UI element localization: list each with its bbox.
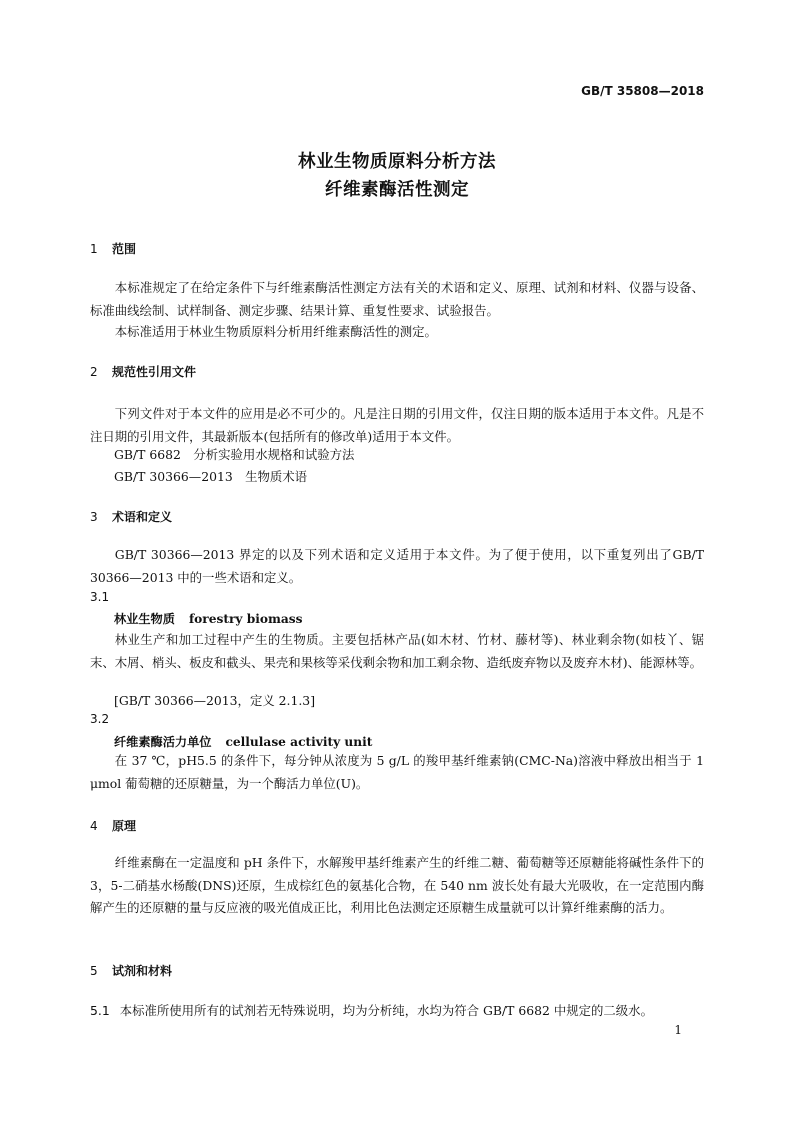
clause-text: 本标准所使用所有的试剂若无特殊说明，均为分析纯，水均为符合 GB/T 6682 中规定的二级水。: [119, 1003, 653, 1018]
term-3-1-definition: 林业生产和加工过程中产生的生物质。主要包括林产品(如木材、竹材、藤材等)、林业剩余物(如枝丫、锯末、木屑、梢头、板皮和截头、果壳和果核等采伐剩余物和加工剩余物、造纸废弃物以及废弃木材)、能源林等。: [90, 632, 704, 670]
document-title-line2: 纤维素酶活性测定: [325, 180, 469, 200]
term-3-1-heading: [114, 610, 303, 627]
section-3-paragraph-1: GB/T 30366—2013 界定的以及下列术语和定义适用于本文件。为了便于使用，以下重复列出了GB/T 30366—2013 中的一些术语和定义。: [90, 547, 704, 585]
term-3-1-source: [GB/T 30366—2013，定义 2.1.3]: [114, 693, 316, 708]
clause-5-1: [90, 1001, 704, 1019]
section-2-paragraph-1: 下列文件对于本文件的应用是必不可少的。凡是注日期的引用文件，仅注日期的版本适用于本文件。凡是不注日期的引用文件，其最新版本(包括所有的修改单)适用于本文件。: [90, 406, 704, 444]
section-title: 范围: [112, 242, 137, 256]
term-3-2-definition: 在 37 ℃，pH5.5 的条件下，每分钟从浓度为 5 g/L 的羧甲基纤维素钠(CMC-Na)溶液中释放出相当于 1 μmol 葡萄糖的还原糖量，为一个酶活力单位(U)。: [90, 753, 704, 791]
term-zh: 纤维素酶活力单位: [114, 735, 212, 749]
section-number: 4: [90, 819, 98, 833]
section-title: 试剂和材料: [112, 964, 173, 978]
section-number: 5: [90, 964, 98, 978]
section-4-paragraph-1: 纤维素酶在一定温度和 pH 条件下，水解羧甲基纤维素产生的纤维二糖、葡萄糖等还原糖能将碱性条件下的 3，5-二硝基水杨酸(DNS)还原，生成棕红色的氨基化合物，在 540 nm 波长处有最大光吸收，在一定范围内酶解产生的还原糖的量与反应液的吸光值成正比，利用比色法测定还原糖生成量就可以计算纤维素酶的活力。: [90, 855, 704, 915]
section-number: 3: [90, 510, 98, 524]
term-3-2-heading: [114, 733, 372, 750]
page-number: 1: [674, 1023, 682, 1037]
section-1-heading: [90, 240, 136, 257]
section-1-paragraph-2: 本标准适用于林业生物质原料分析用纤维素酶活性的测定。: [114, 324, 437, 339]
section-3-heading: [90, 508, 172, 525]
section-title: 术语和定义: [112, 510, 173, 524]
section-2-heading: [90, 363, 196, 380]
term-3-2-number: 3.2: [90, 712, 110, 726]
section-4-heading: [90, 817, 136, 834]
section-number: 2: [90, 365, 98, 379]
term-en: cellulase activity unit: [225, 735, 373, 749]
section-5-heading: [90, 962, 172, 979]
clause-number: 5.1: [90, 1003, 110, 1018]
section-number: 1: [90, 242, 98, 256]
standard-code: GB/T 35808—2018: [581, 84, 704, 98]
normative-reference-2: GB/T 30366—2013 生物质术语: [114, 469, 308, 484]
section-title: 原理: [112, 819, 137, 833]
section-1-paragraph-1: 本标准规定了在给定条件下与纤维素酶活性测定方法有关的术语和定义、原理、试剂和材料、仪器与设备、标准曲线绘制、试样制备、测定步骤、结果计算、重复性要求、试验报告。: [90, 280, 704, 318]
section-title: 规范性引用文件: [112, 365, 197, 379]
term-3-1-number: 3.1: [90, 590, 110, 604]
term-zh: 林业生物质: [114, 612, 175, 626]
term-en: forestry biomass: [188, 612, 303, 626]
normative-reference-1: GB/T 6682 分析实验用水规格和试验方法: [114, 447, 355, 462]
document-title-line1: 林业生物质原料分析方法: [298, 152, 496, 172]
